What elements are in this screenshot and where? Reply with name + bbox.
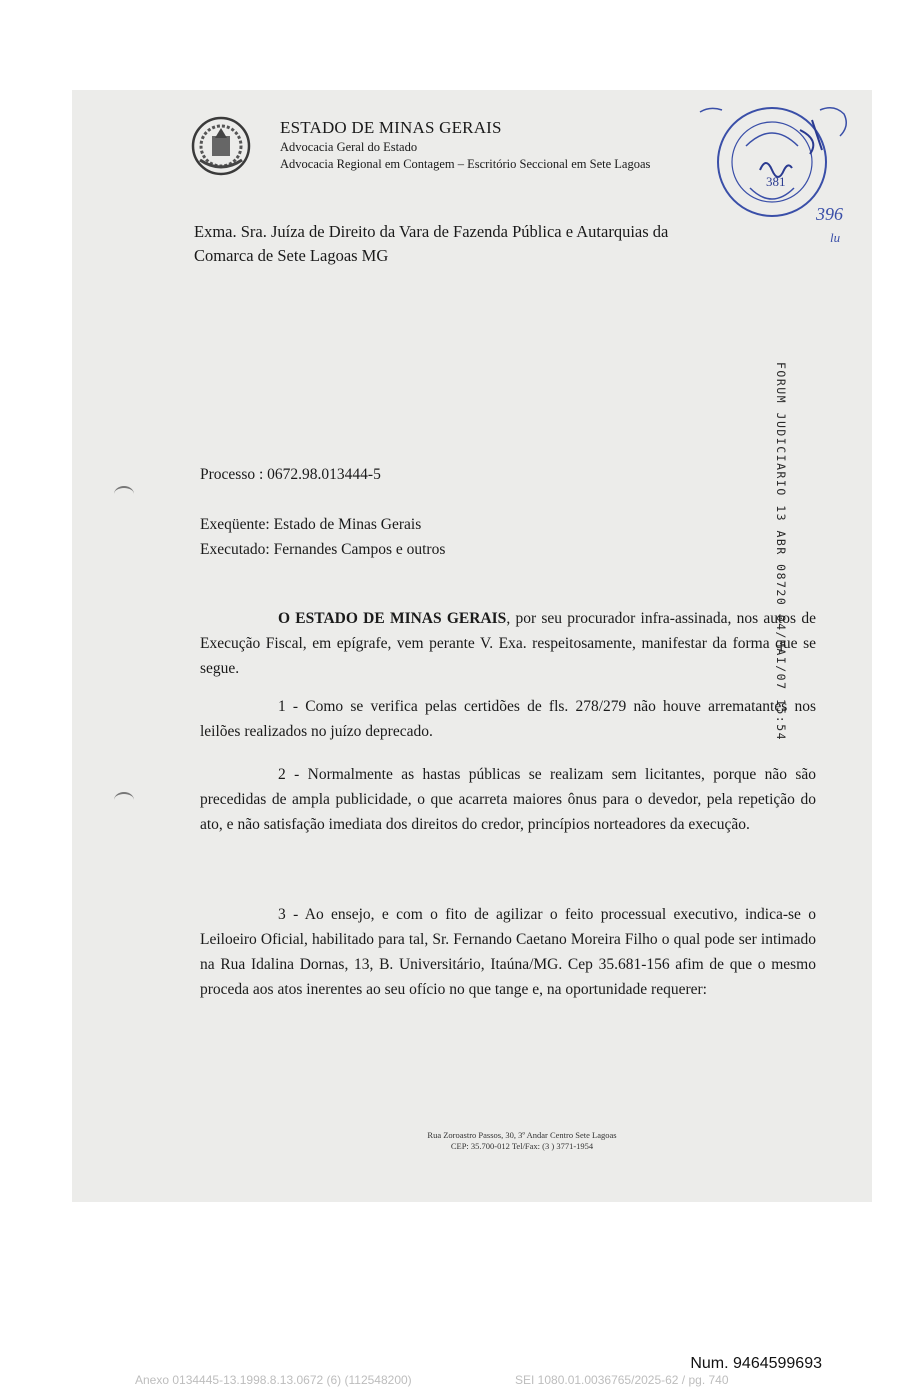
paragraph-1: 1 - Como se verifica pelas certidões de fls. 278/279 não houve arrematantes nos leilões realizados no juízo deprecado. [200, 698, 816, 740]
intro-paragraph [200, 606, 816, 681]
binder-hole [114, 486, 134, 502]
process-number: Processo : 0672.98.013444-5 [200, 466, 381, 483]
org-title: ESTADO DE MINAS GERAIS [280, 118, 502, 137]
org-office: Advocacia Regional em Contagem – Escritório Seccional em Sete Lagoas [280, 157, 651, 171]
paragraph-3: 3 - Ao ensejo, e com o fito de agilizar o feito processual executivo, indica-se o Leiloeiro Oficial, habilitado para tal, Sr. Fernando Caetano Moreira Filho o qual pode ser intimado na Rua Idalina Dornas, 13, B. Universitário, Itaúna/MG. Cep 35.681-156 afim de que o mesmo proceda aos atos inerentes ao seu ofício no que tange e, na oportunidade requerer: [200, 906, 816, 998]
addressee-line-1: Exma. Sra. Juíza de Direito da Vara de Fazenda Pública e Autarquias da [194, 222, 669, 241]
document-number: Num. 9464599693 [690, 1355, 822, 1372]
handwritten-page-number: 396 [816, 204, 843, 224]
footer-address-line-2: CEP: 35.700-012 Tel/Fax: (3 ) 3771-1954 [450, 1141, 594, 1151]
sei-reference: SEI 1080.01.0036765/2025-62 / pg. 740 [515, 1373, 729, 1387]
addressee [194, 220, 806, 268]
state-seal-icon [190, 116, 252, 176]
addressee-line-2: Comarca de Sete Lagoas MG [194, 246, 389, 265]
binder-hole [114, 792, 134, 808]
stamp-number: 381 [766, 174, 786, 189]
annex-reference: Anexo 0134445-13.1998.8.13.0672 (6) (112548200) [135, 1373, 412, 1387]
intro-text: , por seu procurador infra-assinada, nos autos de Execução Fiscal, em epígrafe, vem perante V. Exa. respeitosamente, manifestar da forma que se segue. [200, 610, 816, 677]
intro-party-name: O ESTADO DE MINAS GERAIS [278, 610, 507, 627]
executado: Executado: Fernandes Campos e outros [200, 541, 446, 558]
parties-block [200, 512, 445, 562]
footer-address [312, 1130, 732, 1152]
org-subtitle: Advocacia Geral do Estado [280, 140, 418, 154]
footer-address-line-1: Rua Zoroastro Passos, 30, 3º Andar Centro Sete Lagoas [427, 1130, 617, 1140]
handwritten-initials: lu [830, 230, 841, 245]
paragraph-2: 2 - Normalmente as hastas públicas se realizam sem licitantes, porque não são precedidas de ampla publicidade, o que acarreta maiores ônus para o devedor, pela repetição do ato, e não satisfação imediata dos direitos do credor, princípios norteadores da execução. [200, 766, 816, 833]
exequente: Exeqüente: Estado de Minas Gerais [200, 516, 422, 533]
scanned-page [72, 90, 872, 1202]
court-receipt-stamp: FORUM JUDICIARIO 13 ABR 08720 04/MAI/07 15:54 [774, 362, 788, 742]
